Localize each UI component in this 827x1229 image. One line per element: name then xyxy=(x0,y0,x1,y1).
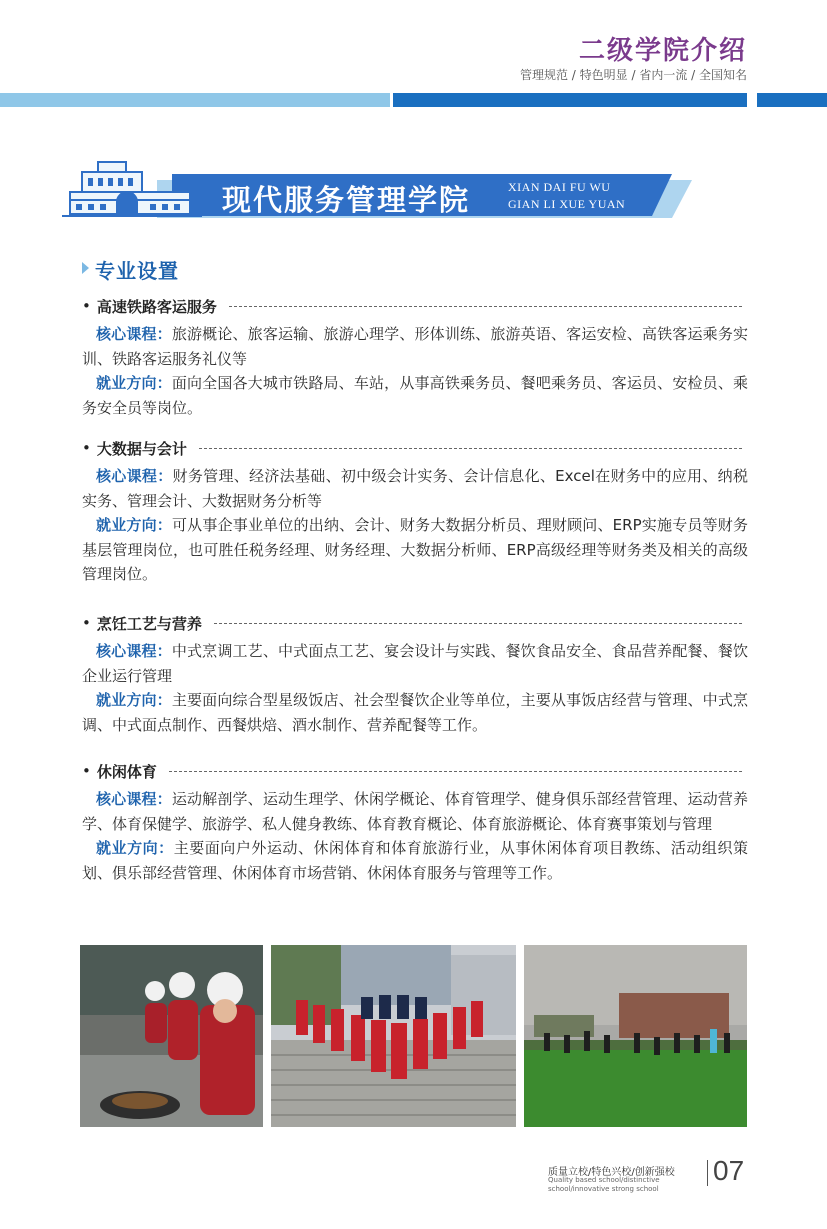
page-header-title: 二级学院介绍 xyxy=(578,36,747,66)
major-block xyxy=(82,296,748,420)
photo-rail-attendants xyxy=(271,945,516,1127)
career-text: 主要面向户外运动、休闲体育和体育旅游行业，从事休闲体育项目教练、活动组织策划、俱乐部经营管理、休闲体育市场营销、休闲体育服务与管理等工作。 xyxy=(82,839,748,882)
college-pinyin-line1: XIAN DAI FU WU xyxy=(508,180,611,194)
page-header-subtitle: 管理规范 / 特色明显 / 省内一流 / 全国知名 xyxy=(519,68,747,82)
major-heading xyxy=(82,296,748,316)
major-heading xyxy=(82,438,748,458)
header-bar-dark xyxy=(393,93,747,107)
footer-motto-en: Quality based school/distinctive school/innovative strong school xyxy=(548,1176,660,1193)
photo-outdoor-sports xyxy=(524,945,747,1127)
career-label: 就业方向： xyxy=(96,516,172,534)
core-text: 运动解剖学、运动生理学、休闲学概论、体育管理学、健身俱乐部经营管理、运动营养学、体育保健学、旅游学、私人健身教练、体育教育概论、体育旅游概论、体育赛事策划与管理 xyxy=(82,790,748,833)
footer-divider xyxy=(707,1160,708,1186)
career-text: 主要面向综合型星级饭店、社会型餐饮企业等单位，主要从事饭店经营与管理、中式烹调、中式面点制作、西餐烘焙、酒水制作、营养配餐等工作。 xyxy=(82,691,748,734)
major-block xyxy=(82,438,748,587)
dashed-divider xyxy=(199,448,742,449)
core-courses xyxy=(82,464,748,513)
core-courses xyxy=(82,787,748,836)
career-label: 就业方向： xyxy=(96,691,172,709)
bullet-icon: • xyxy=(82,439,91,457)
bullet-icon: • xyxy=(82,297,91,315)
dashed-divider xyxy=(169,771,742,772)
career-text: 面向全国各大城市铁路局、车站，从事高铁乘务员、餐吧乘务员、客运员、安检员、乘务安全员等岗位。 xyxy=(82,374,748,417)
career-direction xyxy=(82,371,748,420)
major-name: 大数据与会计 xyxy=(96,439,187,458)
dashed-divider xyxy=(214,623,742,624)
career-label: 就业方向： xyxy=(96,374,172,392)
core-courses xyxy=(82,322,748,371)
major-name: 高速铁路客运服务 xyxy=(96,297,217,316)
major-name: 烹饪工艺与营养 xyxy=(96,614,202,633)
core-label: 核心课程： xyxy=(96,642,172,660)
section-marker-icon xyxy=(82,262,89,274)
college-pinyin-line2: GIAN LI XUE YUAN xyxy=(508,197,626,211)
career-direction xyxy=(82,513,748,587)
career-text: 可从事企事业单位的出纳、会计、财务大数据分析员、理财顾问、ERP实施专员等财务基层管理岗位，也可胜任税务经理、财务经理、大数据分析师、ERP高级经理等财务类及相关的高级管理岗位。 xyxy=(82,516,748,583)
dashed-divider xyxy=(229,306,742,307)
major-name: 休闲体育 xyxy=(96,762,157,781)
major-block xyxy=(82,613,748,737)
footer-motto: 质量立校/特色兴校/创新强校 xyxy=(548,1167,675,1178)
career-direction xyxy=(82,688,748,737)
header-bar-light xyxy=(0,93,390,107)
major-block xyxy=(82,761,748,885)
core-text: 旅游概论、旅客运输、旅游心理学、形体训练、旅游英语、客运安检、高铁客运乘务实训、铁路客运服务礼仪等 xyxy=(82,325,748,368)
college-title: 现代服务管理学院 xyxy=(222,183,471,217)
section-title: 专业设置 xyxy=(95,259,179,283)
bullet-icon: • xyxy=(82,614,91,632)
photo-cooking-class xyxy=(80,945,263,1127)
major-heading xyxy=(82,613,748,633)
core-label: 核心课程： xyxy=(96,325,172,343)
career-label: 就业方向： xyxy=(96,839,174,857)
header-bar-dark-right xyxy=(757,93,827,107)
core-label: 核心课程： xyxy=(96,790,172,808)
core-courses xyxy=(82,639,748,688)
core-text: 财务管理、经济法基础、初中级会计实务、会计信息化、Excel在财务中的应用、纳税实务、管理会计、大数据财务分析等 xyxy=(82,467,748,510)
career-direction xyxy=(82,836,748,885)
major-heading xyxy=(82,761,748,781)
core-text: 中式烹调工艺、中式面点工艺、宴会设计与实践、餐饮食品安全、食品营养配餐、餐饮企业运行管理 xyxy=(82,642,748,685)
bullet-icon: • xyxy=(82,762,91,780)
page-number: 07 xyxy=(713,1155,745,1186)
core-label: 核心课程： xyxy=(96,467,173,485)
